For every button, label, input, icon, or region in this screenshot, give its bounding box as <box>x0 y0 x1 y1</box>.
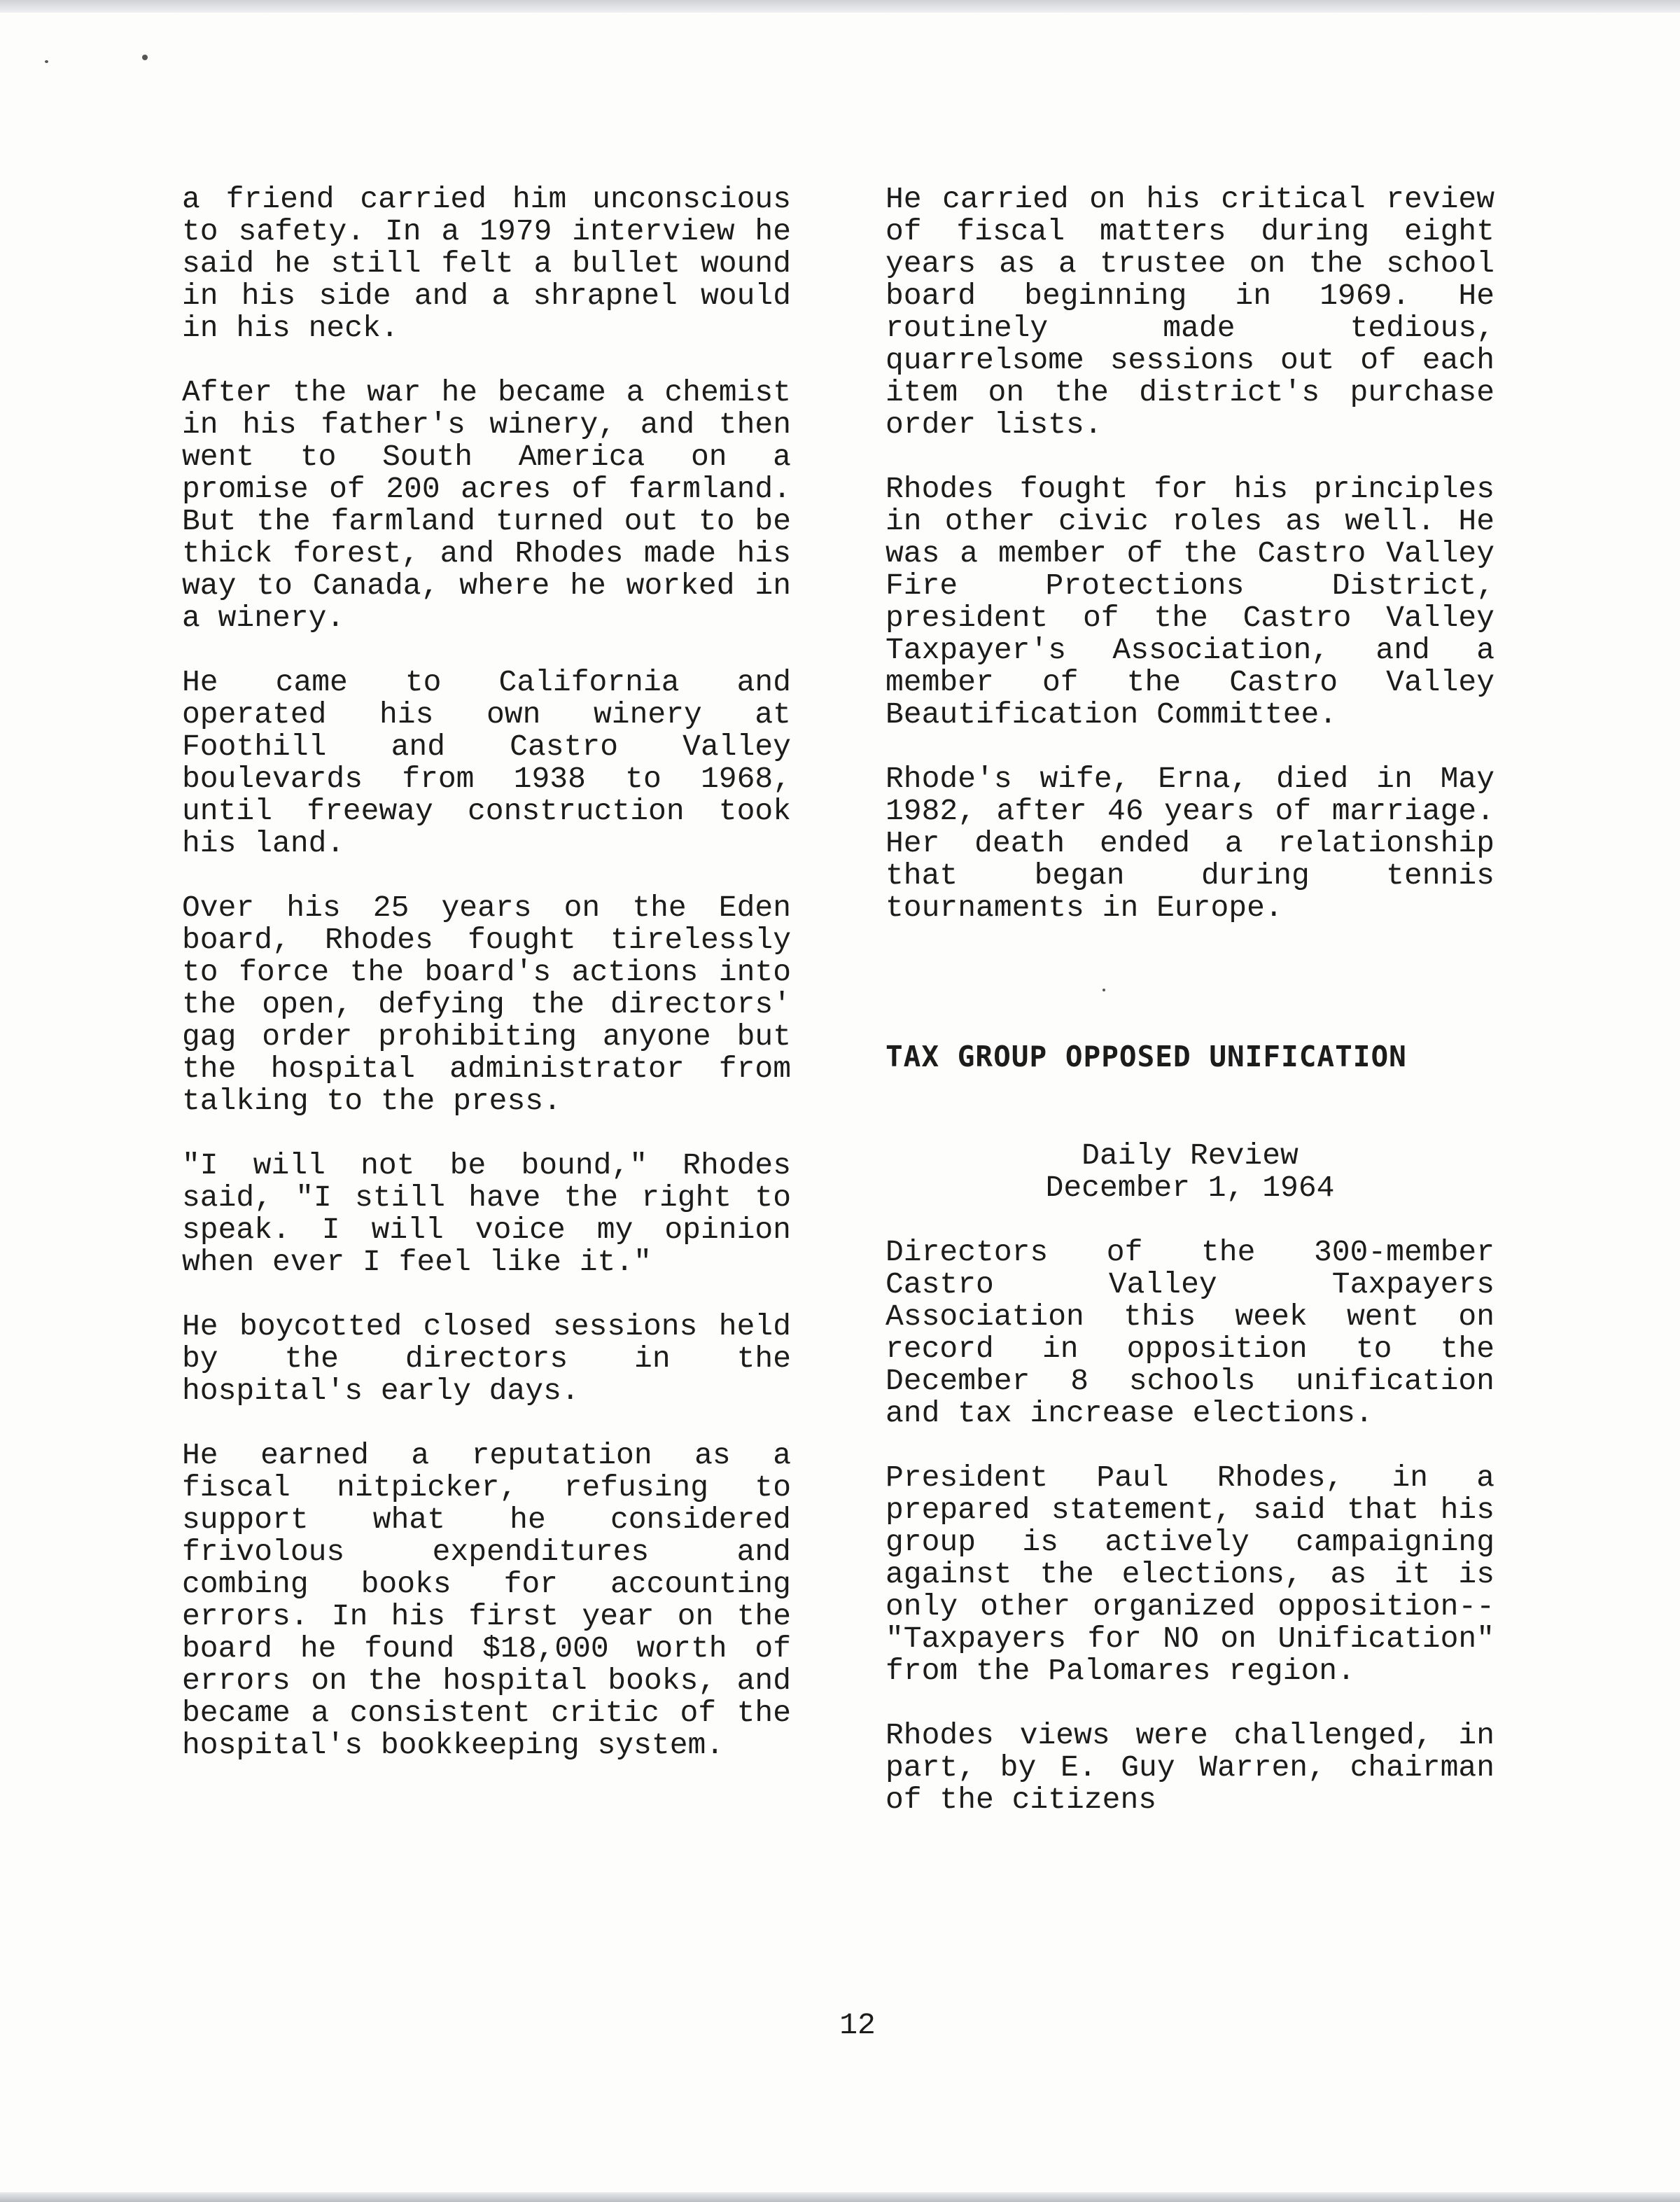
spacer <box>886 1073 1494 1140</box>
left-paragraph: After the war he became a chemist in his father's winery, and then went to South America on a promise of 200 acres of farmland. But the farmland turned out to be thick forest, and Rhodes made his way to Canada, where he worked in a winery. <box>182 375 791 635</box>
left-paragraph: He came to California and operated his own winery at Foothill and Castro Valley boulevards from 1938 to 1968, until freeway construction took his land. <box>182 665 791 860</box>
scan-top-edge <box>0 0 1680 13</box>
scan-speck <box>45 60 48 63</box>
left-paragraph: He earned a reputation as a fiscal nitpicker, refusing to support what he considered frivolous expenditures and combing books for accounting errors. In his first year on the board he found $18,000 worth of errors on the hospital books, and became a consistent critic of the hospital's bookkeeping system. <box>182 1438 791 1762</box>
left-paragraph: He boycotted closed sessions held by the directors in the hospital's early days. <box>182 1309 791 1408</box>
left-paragraph: a friend carried him unconscious to safety. In a 1979 interview he said he still felt a bullet wound in his side and a shrapnel would in his neck. <box>182 182 791 345</box>
scan-speck <box>1102 989 1105 991</box>
left-paragraph: "I will not be bound," Rhodes said, "I still have the right to speak. I will voice my opinion when ever I feel like it." <box>182 1148 791 1279</box>
page-number: 12 <box>839 2008 876 2042</box>
source-name: Daily Review <box>1082 1138 1298 1173</box>
article-paragraph: President Paul Rhodes, in a prepared statement, said that his group is actively campaigning against the elections, as it is only other organized opposition--"Taxpayers for NO on Unification" from the Palomares region. <box>886 1461 1494 1688</box>
spacer <box>886 956 1494 1040</box>
left-column <box>182 183 791 1794</box>
article-paragraph: Directors of the 300-member Castro Valley Taxpayers Association this week went on record in opposition to the December 8 schools unification and tax increase elections. <box>886 1235 1494 1430</box>
article-heading: TAX GROUP OPPOSED UNIFICATION <box>886 1040 1407 1073</box>
scan-speck <box>142 55 148 60</box>
right-column <box>886 183 1494 1848</box>
source-date: December 1, 1964 <box>1045 1171 1335 1205</box>
left-paragraph: Over his 25 years on the Eden board, Rhodes fought tirelessly to force the board's actions into the open, defying the directors' gag order prohibiting anyone but the hospital administrator from talking to the press. <box>182 891 791 1118</box>
right-paragraph: He carried on his critical review of fiscal matters during eight years as a trustee on the school board beginning in 1969. He routinely made tedious, quarrelsome sessions out of each item on the district's purchase order lists. <box>886 182 1494 442</box>
article-paragraph: Rhodes views were challenged, in part, by E. Guy Warren, chairman of the citizens <box>886 1718 1494 1817</box>
scan-bottom-edge <box>0 2192 1680 2202</box>
right-paragraph: Rhode's wife, Erna, died in May 1982, after 46 years of marriage. Her death ended a relationship that began during tennis tournaments in Europe. <box>886 762 1494 925</box>
right-paragraph: Rhodes fought for his principles in other civic roles as well. He was a member of the Castro Valley Fire Protections District, president of the Castro Valley Taxpayer's Association, and a member of the Castro Valley Beautification Committee. <box>886 472 1494 732</box>
